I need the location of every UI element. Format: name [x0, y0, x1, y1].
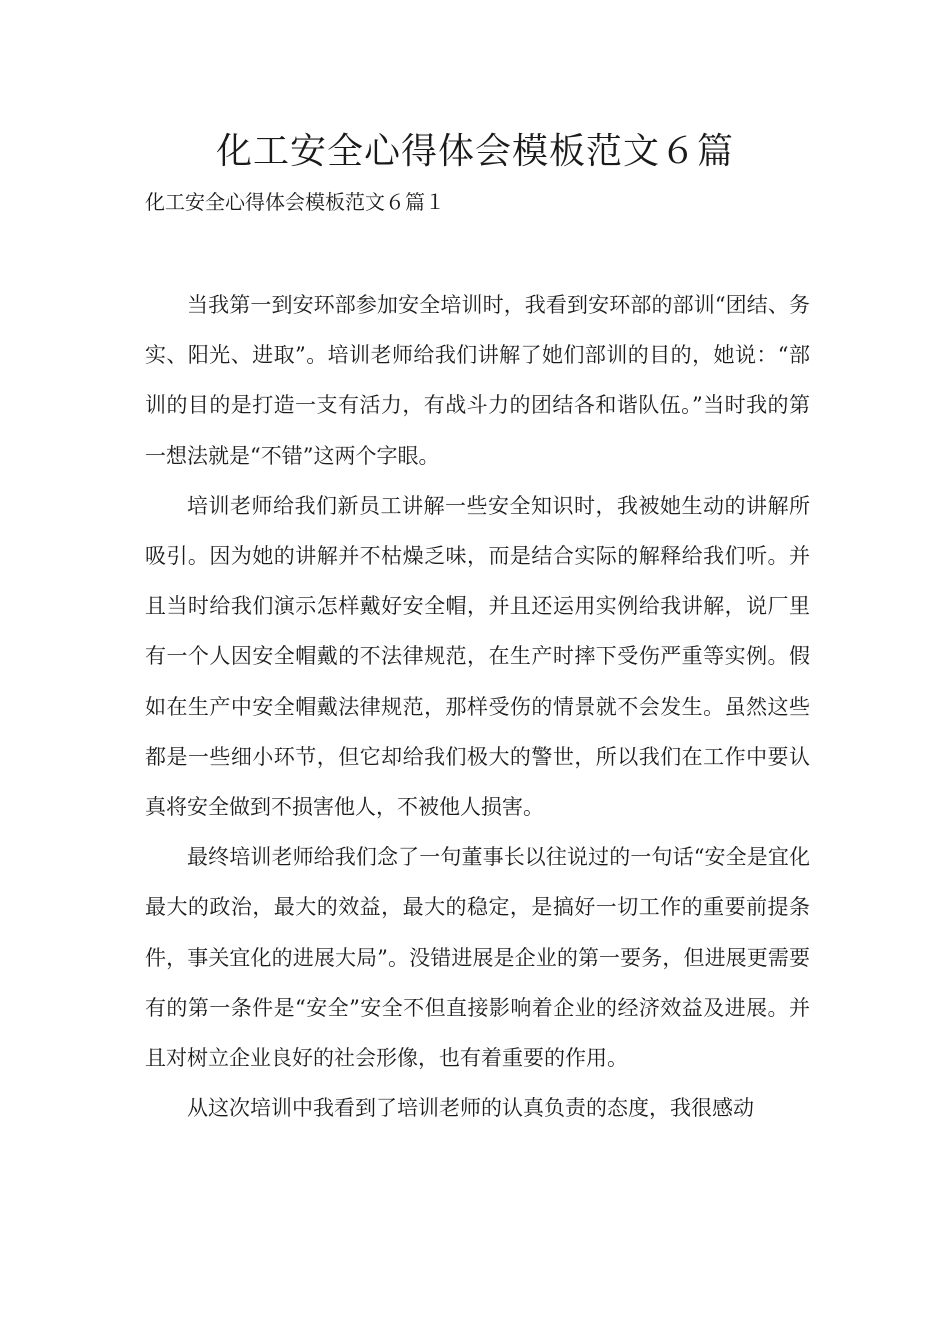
paragraph: 最终培训老师给我们念了一句董事长以往说过的一句话“安全是宜化最大的政治，最大的效益，最大的稳定，是搞好一切工作的重要前提条件，事关宜化的进展大局”。没错进展是企业的第一要务，但进展更需要有的第一条件是“安全”安全不但直接影响着企业的经济效益及进展。并且对树立企业良好的社会形像，也有着重要的作用。	[145, 845, 810, 1071]
document-body	[145, 280, 810, 1133]
paragraph: 培训老师给我们新员工讲解一些安全知识时，我被她生动的讲解所吸引。因为她的讲解并不枯燥乏味，而是结合实际的解释给我们听。并且当时给我们演示怎样戴好安全帽，并且还运用实例给我讲解，说厂里有一个人因安全帽戴的不法律规范，在生产时摔下受伤严重等实例。假如在生产中安全帽戴法律规范，那样受伤的情景就不会发生。虽然这些都是一些细小环节，但它却给我们极大的警世，所以我们在工作中要认真将安全做到不损害他人，不被他人损害。	[145, 493, 810, 820]
paragraph: 从这次培训中我看到了培训老师的认真负责的态度，我很感动	[187, 1096, 754, 1121]
document-subtitle: 化工安全心得体会模板范文６篇１	[145, 190, 445, 214]
document-title: 化工安全心得体会模板范文６篇	[215, 131, 734, 172]
paragraph: 当我第一到安环部参加安全培训时，我看到安环部的部训“团结、务实、阳光、进取”。培训老师给我们讲解了她们部训的目的，她说：“部训的目的是打造一支有活力，有战斗力的团结各和谐队伍。”当时我的第一想法就是“不错”这两个字眼。	[145, 293, 810, 468]
